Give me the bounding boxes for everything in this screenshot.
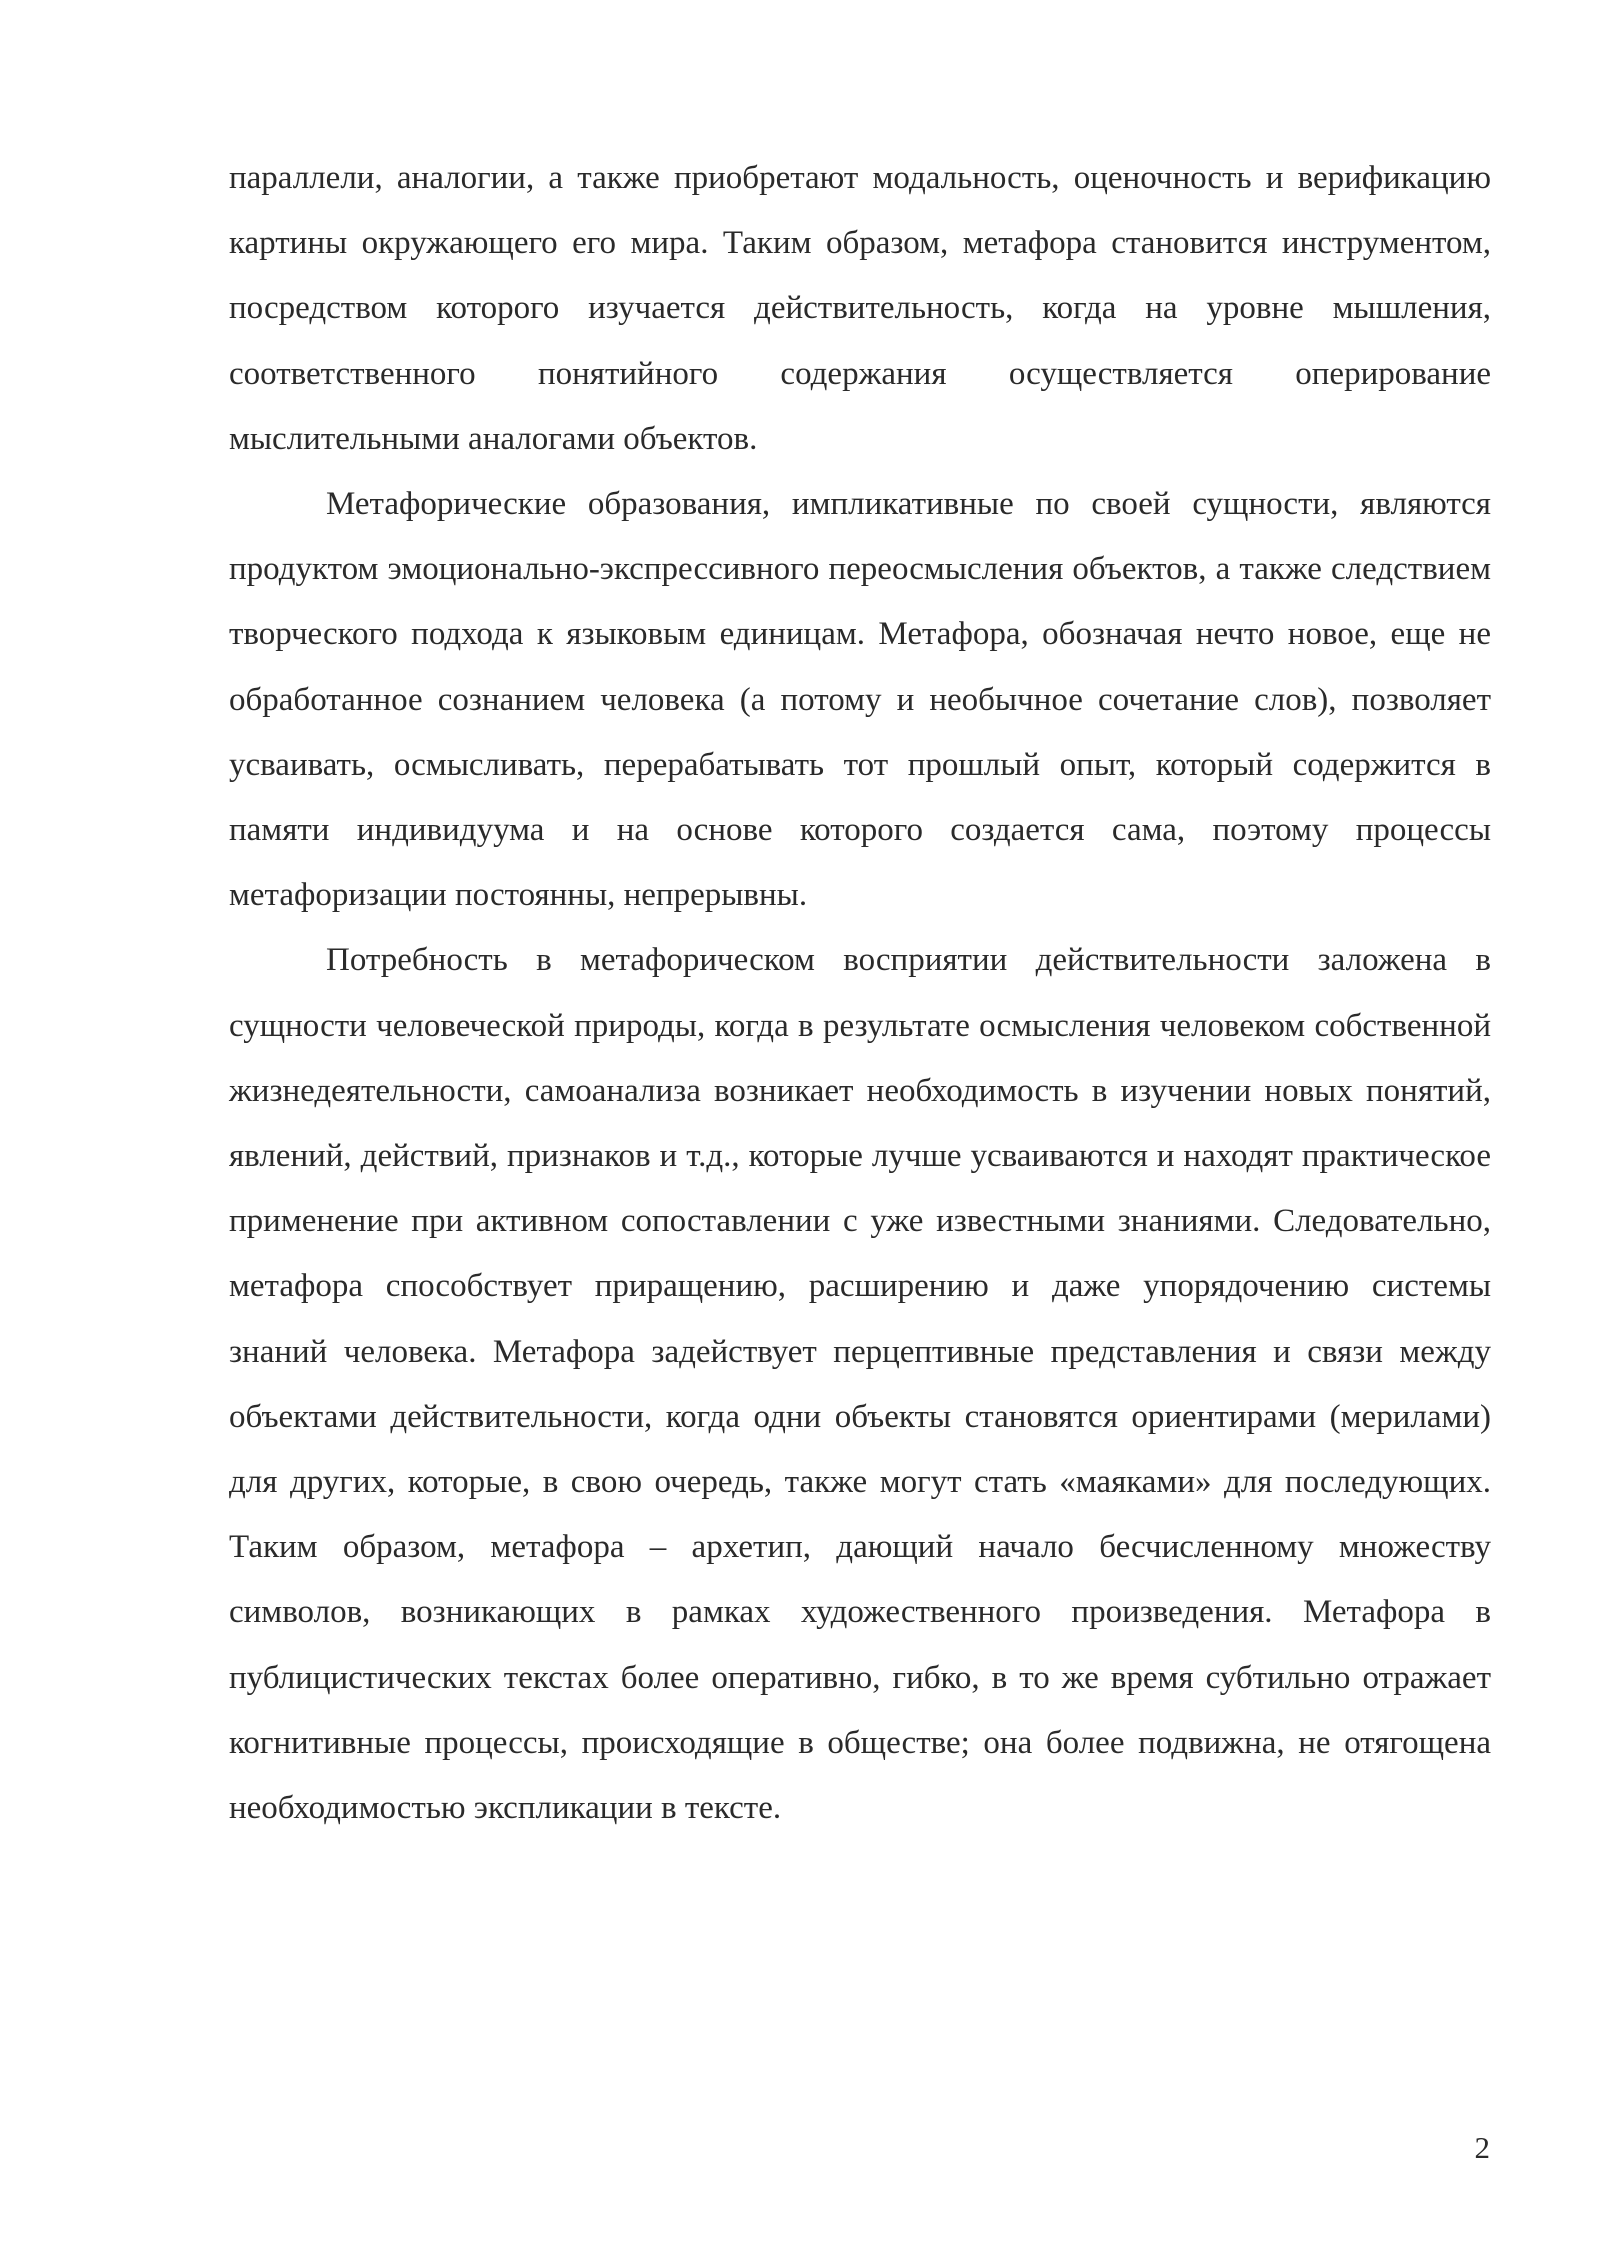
paragraph-1: параллели, аналогии, а также приобретают модальность, оценочность и верификацию картины окружающего его мира. Таким образом, метафора становится инструментом, посредством которого изучается действительность, когда на уровне мышления, соответственного понятийного содержания осуществляется оперирование мыслительными аналогами объектов. bbox=[229, 160, 1491, 457]
body-text bbox=[229, 146, 1491, 1841]
paragraph-2: Метафорические образования, импликативные по своей сущности, являются продуктом эмоционально-экспрессивного переосмысления объектов, а также следствием творческого подхода к языковым единицам. Метафора, обозначая нечто новое, еще не обработанное сознанием человека (а потому и необычное сочетание слов), позволяет усваивать, осмысливать, перерабатывать тот прошлый опыт, который содержится в памяти индивидуума и на основе которого создается сама, поэтому процессы метафоризации постоянны, непрерывны. bbox=[229, 486, 1491, 914]
page-number: 2 bbox=[1474, 2130, 1490, 2165]
paragraph-3: Потребность в метафорическом восприятии действительности заложена в сущности человеческой природы, когда в результате осмысления человеком собственной жизнедеятельности, самоанализа возникает необходимость в изучении новых понятий, явлений, действий, признаков и т.д., которые лучше усваиваются и находят практическое применение при активном сопоставлении с уже известными знаниями. Следовательно, метафора способствует приращению, расширению и даже упорядочению системы знаний человека. Метафора задействует перцептивные представления и связи между объектами действительности, когда одни объекты становятся ориентирами (мерилами) для других, которые, в свою очередь, также могут стать «маяками» для последующих. Таким образом, метафора – архетип, дающий начало бесчисленному множеству символов, возникающих в рамках художественного произведения. Метафора в публицистических текстах более оперативно, гибко, в то же время субтильно отражает когнитивные процессы, происходящие в обществе; она более подвижна, не отягощена необходимостью экспликации в тексте. bbox=[229, 942, 1491, 1827]
